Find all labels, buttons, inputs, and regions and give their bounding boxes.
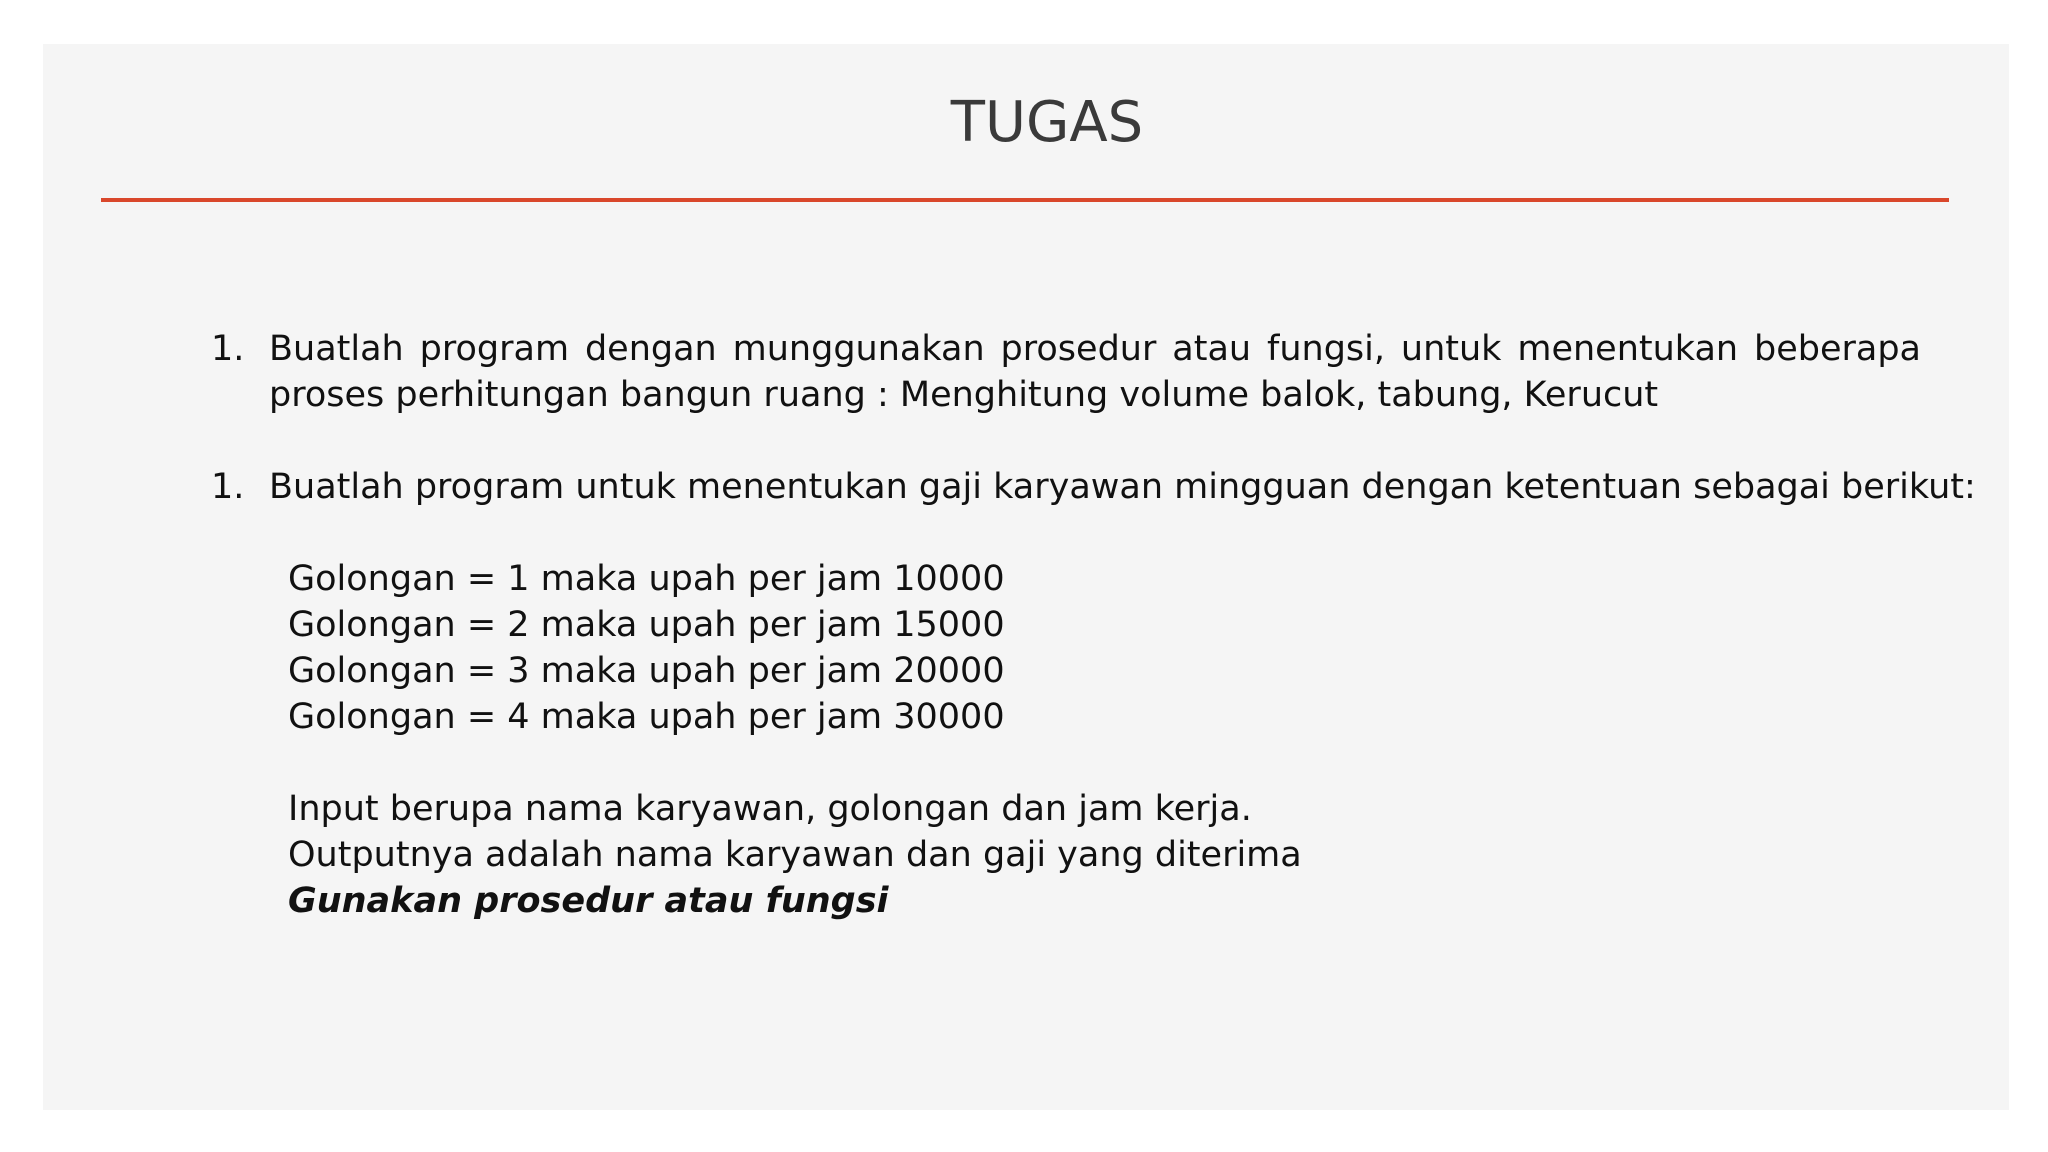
slide-title: TUGAS: [950, 90, 1144, 155]
title-underline: [101, 198, 1949, 202]
rate-line: Golongan = 2 maka upah per jam 15000: [288, 605, 1005, 645]
task-text: Buatlah program dengan munggunakan prosedur atau fungsi, untuk menentukan beberapa proses perhitungan bangun ruang : Menghitung volume balok, tabung, Kerucut: [269, 329, 1921, 415]
instruction-note: Gunakan prosedur atau fungsi: [288, 881, 889, 921]
rate-line: Golongan = 1 maka upah per jam 10000: [288, 559, 1005, 599]
rate-list: [288, 556, 1005, 740]
input-note: Input berupa nama karyawan, golongan dan jam kerja.: [288, 789, 1252, 829]
task-item-2: [211, 464, 1976, 510]
task-text: Buatlah program untuk menentukan gaji karyawan mingguan dengan ketentuan sebagai berikut:: [269, 467, 1976, 507]
slide: [43, 44, 2009, 1110]
rate-line: Golongan = 3 maka upah per jam 20000: [288, 651, 1005, 691]
task-number: 1.: [211, 329, 245, 369]
task-notes: [288, 786, 1302, 924]
task-item-1: [211, 326, 1921, 418]
task-number: 1.: [211, 467, 245, 507]
rate-line: Golongan = 4 maka upah per jam 30000: [288, 697, 1005, 737]
output-note: Outputnya adalah nama karyawan dan gaji yang diterima: [288, 835, 1302, 875]
